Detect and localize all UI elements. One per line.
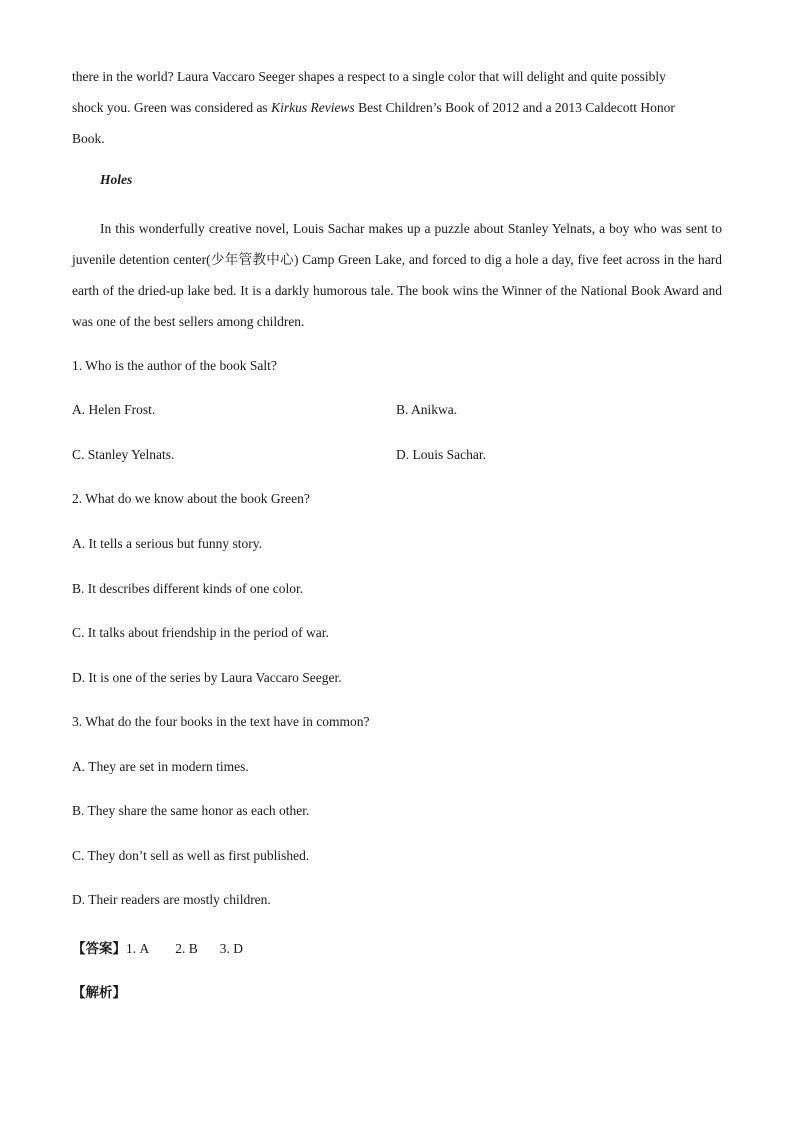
answer-line xyxy=(72,937,243,957)
question-1-option-c: C. Stanley Yelnats. xyxy=(72,447,175,462)
question-1-option-a: A. Helen Frost. xyxy=(72,402,156,417)
question-3-option-b: B. They share the same honor as each other. xyxy=(72,803,310,818)
analysis-label: 【解析】 xyxy=(72,985,126,1000)
green-line-2b: Best Children’s Book of 2012 and a 2013 Caldecott Honor xyxy=(354,100,675,115)
green-line-1: there in the world? Laura Vaccaro Seeger shapes a respect to a single color that will delight and quite possibly xyxy=(72,69,666,84)
question-1-option-b: B. Anikwa. xyxy=(396,402,458,417)
question-3-option-c: C. They don’t sell as well as first published. xyxy=(72,848,310,863)
answer-item-3: 3. D xyxy=(219,941,244,956)
question-2-option-a: A. It tells a serious but funny story. xyxy=(72,536,262,551)
question-2-option-b: B. It describes different kinds of one color. xyxy=(72,581,304,596)
question-1-stem: 1. Who is the author of the book Salt? xyxy=(72,358,277,373)
answer-item-1: 1. A xyxy=(126,941,150,956)
green-line-2a: shock you. Green was considered as xyxy=(72,100,272,115)
answer-label: 【答案】 xyxy=(72,941,126,956)
answer-item-2: 2. B xyxy=(175,941,198,956)
green-line-3: Book. xyxy=(72,131,105,146)
green-description xyxy=(72,61,722,154)
question-2-option-d: D. It is one of the series by Laura Vaccaro Seeger. xyxy=(72,670,342,685)
question-3-stem: 3. What do the four books in the text have in common? xyxy=(72,714,370,729)
question-3-option-a: A. They are set in modern times. xyxy=(72,759,249,774)
question-2-stem: 2. What do we know about the book Green? xyxy=(72,491,310,506)
holes-paragraph: In this wonderfully creative novel, Louis Sachar makes up a puzzle about Stanley Yelnats, a boy who was sent to juvenile detention center(少年管教中心) Camp Green Lake, and forced to dig a hole a day, five feet across in the hard earth of the dried-up lake bed. It is a darkly humorous tale. The book wins the Winner of the National Book Award and was one of the best sellers among children. xyxy=(72,221,722,329)
question-3-option-d: D. Their readers are mostly children. xyxy=(72,892,271,907)
question-2-option-c: C. It talks about friendship in the period of war. xyxy=(72,625,329,640)
analysis-line xyxy=(72,981,126,1001)
question-1-option-d: D. Louis Sachar. xyxy=(396,447,486,462)
kirkus-reviews-italic: Kirkus Reviews xyxy=(271,100,355,115)
holes-title: Holes xyxy=(100,172,133,187)
